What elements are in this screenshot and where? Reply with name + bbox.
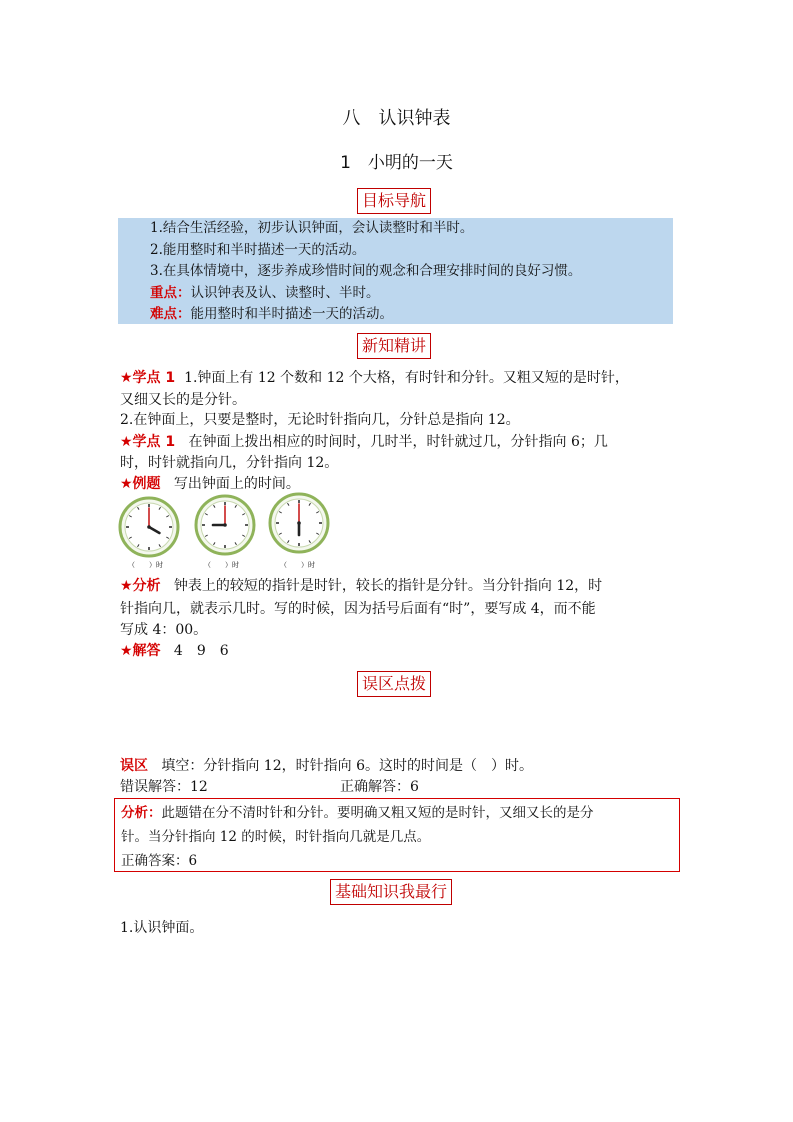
answer-line: ★解答 4 9 6 [120, 643, 229, 659]
key-text: 认识钟表及认、读整时、半时。 [190, 284, 380, 301]
goal-item: 2.能用整时和半时描述一天的活动。 [150, 241, 366, 258]
clock-face-3 [268, 492, 330, 554]
key-point [118, 283, 673, 305]
goals-heading: 目标导航 [357, 188, 431, 214]
clock-face-2 [194, 494, 256, 556]
clock-label-1: （ ）时 [128, 561, 163, 569]
goals-panel [118, 218, 673, 324]
clock-pivot [223, 523, 227, 527]
example-line: ★例题 写出钟面上的时间。 [120, 476, 300, 492]
analysis-line2: 针指向几，就表示几时。写的时候，因为括号后面有“时”，要写成 4，而不能 [120, 601, 596, 617]
chapter-title: 八 认识钟表 [342, 108, 451, 129]
error-question: 误区 填空：分针指向 12，时针指向 6。这时的时间是（ ）时。 [120, 758, 533, 774]
example-label: ★例题 [120, 476, 161, 492]
point1-label: ★学点 1 [120, 370, 176, 386]
analysis-label: ★分析 [120, 578, 161, 594]
goal-item: 3.在具体情境中，逐步养成珍惜时间的观念和合理安排时间的良好习惯。 [150, 263, 582, 279]
new-knowledge-heading: 新知精讲 [357, 333, 431, 359]
point1-line2: 又细又长的是分针。 [120, 392, 246, 408]
basic-question-1: 1.认识钟面。 [120, 920, 204, 936]
error-analysis-line1: 分析：此题错在分不清时针和分针。要明确又粗又短的是时针，又细又长的是分 [121, 805, 594, 821]
error-analysis-box [114, 798, 680, 872]
error-final-answer: 正确答案：6 [121, 853, 198, 869]
error-analysis-label: 分析： [121, 805, 162, 821]
lesson-title: 1 小明的一天 [340, 153, 453, 173]
point2-line2: 时，时针就指向几，分针指向 12。 [120, 455, 339, 471]
error-label: 误区 [120, 758, 148, 774]
difficulty-label: 难点： [150, 306, 191, 322]
error-heading: 误区点拨 [357, 671, 431, 697]
analysis-line1: ★分析 钟表上的较短的指针是时针，较长的指针是分针。当分针指向 12，时 [120, 578, 603, 594]
point1-line1: ★学点 1 1.钟面上有 12 个数和 12 个大格，有时针和分针。又粗又短的是时针， [120, 370, 629, 386]
point2-line1: ★学点 1 在钟面上拨出相应的时间时，几时半，时针就过几，分针指向 6；几 [120, 434, 608, 450]
point2-label: ★学点 1 [120, 434, 176, 450]
difficulty-point [118, 304, 673, 326]
correct-answer: 正确解答：6 [340, 779, 419, 795]
point1-line3: 2.在钟面上，只要是整时，无论时针指向几，分针总是指向 12。 [120, 412, 520, 428]
answer-label: ★解答 [120, 643, 161, 659]
error-analysis-line2: 针。当分针指向 12 的时候，时针指向几就是几点。 [121, 829, 431, 845]
goal-item: 1.结合生活经验，初步认识钟面，会认读整时和半时。 [150, 220, 474, 236]
clock-face-1 [118, 496, 180, 558]
basic-heading: 基础知识我最行 [330, 879, 452, 905]
wrong-answer: 错误解答：12 [120, 779, 208, 795]
analysis-line3: 写成 4：00。 [120, 622, 208, 638]
difficulty-text: 能用整时和半时描述一天的活动。 [190, 306, 393, 322]
clock-label-3: （ ）时 [280, 561, 315, 569]
key-label: 重点： [150, 284, 191, 301]
clock-pivot [147, 525, 151, 529]
clock-pivot [297, 521, 301, 525]
clock-label-2: （ ）时 [204, 561, 239, 569]
